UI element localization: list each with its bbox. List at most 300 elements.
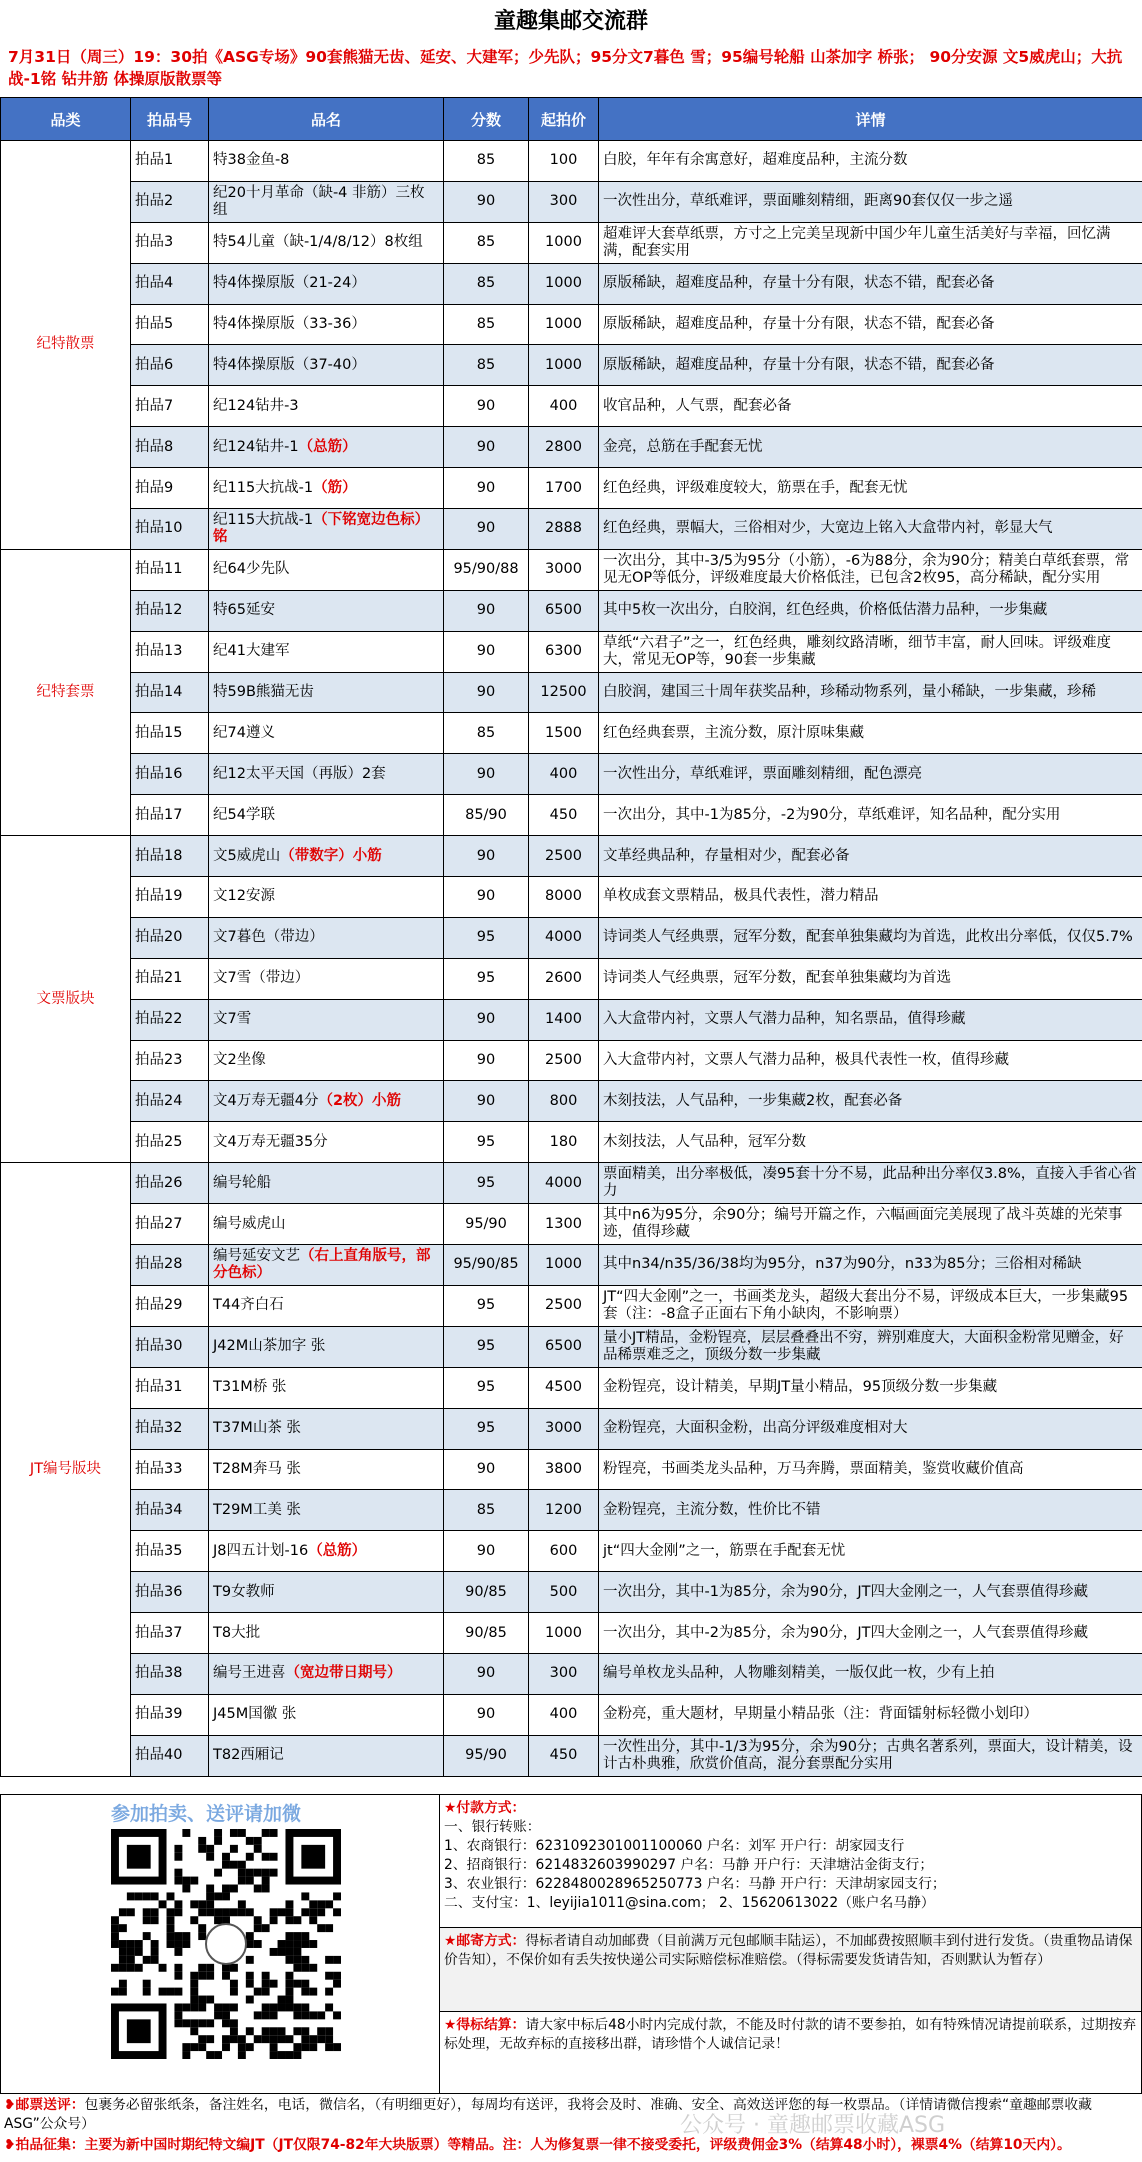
lot-score-cell: 95	[444, 1367, 529, 1408]
category-cell: 文票版块	[1, 836, 131, 1163]
lot-price-cell: 1300	[529, 1204, 599, 1245]
lot-name-cell	[209, 1367, 444, 1408]
mailing-block	[440, 1927, 1141, 2011]
lot-name-cell	[209, 141, 444, 182]
lot-detail-cell: 文革经典品种，存量相对少，配套必备	[599, 836, 1142, 877]
lot-detail-cell: 金粉亮，重大题材，早期量小精品张（注：背面镭射标轻微小划印）	[599, 1694, 1142, 1735]
lot-name-cell	[209, 1163, 444, 1204]
footer-lot-collection	[0, 2134, 1142, 2162]
lot-price-cell: 800	[529, 1081, 599, 1122]
table-row	[1, 836, 1142, 877]
lot-price-cell: 300	[529, 1653, 599, 1694]
lot-score-cell: 90	[444, 877, 529, 918]
lot-detail-cell: 其中n34/n35/36/38均为95分，n37为90分，n33为85分；三俗相对稀缺	[599, 1245, 1142, 1286]
lot-price-cell: 3800	[529, 1449, 599, 1490]
send-label: ❥邮票送评：	[4, 2097, 85, 2113]
lot-price-cell: 1400	[529, 999, 599, 1040]
lot-number-cell: 拍品15	[131, 713, 209, 754]
lot-name-cell	[209, 877, 444, 918]
lot-name-cell	[209, 509, 444, 550]
col-header-score: 分数	[444, 98, 529, 141]
lot-name-cell	[209, 1572, 444, 1613]
lot-price-cell: 300	[529, 181, 599, 222]
table-row	[1, 263, 1142, 304]
lot-price-cell: 100	[529, 141, 599, 182]
lot-price-cell: 400	[529, 754, 599, 795]
lot-name: 文7雪	[213, 1011, 252, 1028]
lot-detail-cell: 金粉锃亮，大面积金粉，出高分评级难度相对大	[599, 1408, 1142, 1449]
lot-price-cell: 2500	[529, 1040, 599, 1081]
lot-number-cell: 拍品3	[131, 222, 209, 263]
lot-name-note: （带数字）小筋	[280, 847, 382, 864]
lot-name: T82西厢记	[213, 1747, 284, 1764]
lot-score-cell: 85	[444, 141, 529, 182]
lot-name: 文12安源	[213, 888, 275, 905]
table-row	[1, 1245, 1142, 1286]
lot-price-cell: 450	[529, 795, 599, 836]
lot-name-cell	[209, 1326, 444, 1367]
lot-name: J45M国徽 张	[213, 1706, 297, 1723]
lot-number-cell: 拍品30	[131, 1326, 209, 1367]
col-header-detail: 详情	[599, 98, 1142, 141]
payment-line: 二、支付宝：1、leyijia1011@sina.com； 2、15620613022（账户名马静）	[444, 1895, 935, 1911]
lot-detail-cell: 编号单枚龙头品种，人物雕刻精美，一版仅此一枚，少有上拍	[599, 1653, 1142, 1694]
table-row	[1, 1694, 1142, 1735]
lot-detail-cell: 一次出分，其中-1为85分，-2为90分，草纸难评，知名品种，配分实用	[599, 795, 1142, 836]
footer-send-evaluation	[0, 2094, 1142, 2134]
col-header-price: 起拍价	[529, 98, 599, 141]
lot-detail-cell: 红色经典，评级难度较大，筋票在手，配套无忧	[599, 468, 1142, 509]
lot-name-cell	[209, 1735, 444, 1776]
lot-score-cell: 90	[444, 1081, 529, 1122]
lot-name-note: （下铭宽边色标）铭	[213, 511, 430, 545]
lot-name-cell	[209, 222, 444, 263]
lot-name: T37M山茶 张	[213, 1420, 301, 1437]
lot-detail-cell: 红色经典套票，主流分数，原汁原味集藏	[599, 713, 1142, 754]
table-row	[1, 1285, 1142, 1326]
lot-number-cell: 拍品2	[131, 181, 209, 222]
lot-price-cell: 1700	[529, 468, 599, 509]
lot-detail-cell: 金粉锃亮，主流分数，性价比不错	[599, 1490, 1142, 1531]
lot-detail-cell: 其中n6为95分，余90分；编号开篇之作，六幅画面完美展现了战斗英雄的光荣事迹，值得珍藏	[599, 1204, 1142, 1245]
lot-name: 纪74遵义	[213, 724, 275, 741]
lot-name-cell	[209, 1490, 444, 1531]
payment-line: 2、招商银行：6214832603990297 户名：马静 开户行：天津塘沽金街支行；	[444, 1857, 934, 1873]
lot-score-cell: 85	[444, 1490, 529, 1531]
lot-name: 纪124钻井-1	[213, 438, 299, 455]
lot-detail-cell: JT“四大金刚”之一，书画类龙头，超级大套出分不易，评级成本巨大，一步集藏95套（注：-8盒子正面右下角小缺肉，不影响票）	[599, 1285, 1142, 1326]
table-row	[1, 386, 1142, 427]
table-row	[1, 1490, 1142, 1531]
lot-detail-cell: 草纸“六君子”之一，红色经典，雕刻纹路清晰，细节丰富，耐人回味。评级难度大，常见无OP等，90套一步集藏	[599, 631, 1142, 672]
table-row	[1, 713, 1142, 754]
lot-name: 文7雪（带边）	[213, 970, 310, 987]
lot-score-cell: 85	[444, 263, 529, 304]
lot-price-cell: 1500	[529, 713, 599, 754]
lot-name-cell	[209, 958, 444, 999]
table-row	[1, 1163, 1142, 1204]
lot-name: 纪54学联	[213, 806, 275, 823]
table-row	[1, 999, 1142, 1040]
lot-price-cell: 2500	[529, 1285, 599, 1326]
lot-name-cell	[209, 836, 444, 877]
lot-name-cell	[209, 1449, 444, 1490]
lot-number-cell: 拍品31	[131, 1367, 209, 1408]
lot-number-cell: 拍品37	[131, 1613, 209, 1654]
lot-detail-cell: 金亮，总筋在手配套无忧	[599, 427, 1142, 468]
mailing-text: 得标者请自动加邮费（目前满万元包邮顺丰陆运），不加邮费按照顺丰到付进行发货。（贵重物品请保价告知），不保价如有丢失按快递公司实际赔偿标准赔偿。（得标需要发货请告知，否则默认为暂存）	[444, 1933, 1133, 1968]
lot-price-cell: 4000	[529, 1163, 599, 1204]
lot-name-cell	[209, 590, 444, 631]
col-header-lot-no: 拍品号	[131, 98, 209, 141]
category-cell: 纪特散票	[1, 141, 131, 550]
wechat-qr-code-icon	[111, 1829, 341, 2059]
lot-name-note: （右上直角版号，部分色标）	[213, 1247, 431, 1281]
lot-name: J8四五计划-16	[213, 1542, 309, 1559]
lot-name-cell	[209, 917, 444, 958]
watermark: 公众号 · 童趣邮票收藏ASG	[680, 2113, 946, 2138]
lot-name-cell	[209, 468, 444, 509]
lot-score-cell: 90	[444, 427, 529, 468]
lot-number-cell: 拍品6	[131, 345, 209, 386]
lot-score-cell: 85	[444, 345, 529, 386]
lot-score-cell: 90/85	[444, 1613, 529, 1654]
collect-label: ❥拍品征集：	[4, 2137, 85, 2153]
lot-detail-cell: 诗词类人气经典票，冠军分数，配套单独集藏均为首选	[599, 958, 1142, 999]
payment-label: ★付款方式：	[444, 1800, 526, 1816]
lot-name: T8大批	[213, 1624, 261, 1641]
lot-price-cell: 400	[529, 386, 599, 427]
lot-price-cell: 3000	[529, 549, 599, 590]
lot-number-cell: 拍品21	[131, 958, 209, 999]
lot-number-cell: 拍品24	[131, 1081, 209, 1122]
lot-detail-cell: 白胶润，建国三十周年获奖品种，珍稀动物系列，量小稀缺，一步集藏，珍稀	[599, 672, 1142, 713]
lot-detail-cell: 单枚成套文票精品，极具代表性，潜力精品	[599, 877, 1142, 918]
lot-detail-cell: 粉锃亮，书画类龙头品种，万马奔腾，票面精美，鉴赏收藏价值高	[599, 1449, 1142, 1490]
lot-name-cell	[209, 1081, 444, 1122]
lot-name: T29M工美 张	[213, 1501, 301, 1518]
lot-price-cell: 2500	[529, 836, 599, 877]
lot-score-cell: 95	[444, 958, 529, 999]
lot-name-cell	[209, 1653, 444, 1694]
lot-score-cell: 90	[444, 1694, 529, 1735]
lot-price-cell: 6300	[529, 631, 599, 672]
lot-name: 特54儿童（缺-1/4/8/12）8枚组	[213, 234, 423, 251]
lot-number-cell: 拍品8	[131, 427, 209, 468]
page-title: 童趣集邮交流群	[493, 9, 648, 34]
lot-name: 纪64少先队	[213, 561, 290, 578]
table-row	[1, 1449, 1142, 1490]
lot-name-cell	[209, 631, 444, 672]
lot-name-cell	[209, 345, 444, 386]
lot-name: 特4体操原版（33-36）	[213, 316, 366, 332]
table-row	[1, 549, 1142, 590]
lot-score-cell: 95	[444, 1122, 529, 1163]
lot-score-cell: 95/90/88	[444, 549, 529, 590]
lot-name: T28M奔马 张	[213, 1460, 301, 1477]
lot-number-cell: 拍品11	[131, 549, 209, 590]
table-row	[1, 754, 1142, 795]
category-cell: 纪特套票	[1, 549, 131, 835]
lot-number-cell: 拍品39	[131, 1694, 209, 1735]
lot-score-cell: 85	[444, 222, 529, 263]
lot-number-cell: 拍品14	[131, 672, 209, 713]
lot-name-cell	[209, 1613, 444, 1654]
lot-score-cell: 90	[444, 386, 529, 427]
lot-number-cell: 拍品40	[131, 1735, 209, 1776]
lot-number-cell: 拍品36	[131, 1572, 209, 1613]
lot-price-cell: 1000	[529, 1613, 599, 1654]
lot-name-cell	[209, 1408, 444, 1449]
qr-panel	[0, 1794, 440, 2094]
lot-detail-cell: 金粉锃亮，设计精美，早期JT量小精品，95顶级分数一步集藏	[599, 1367, 1142, 1408]
table-row	[1, 1735, 1142, 1776]
lot-score-cell: 90/85	[444, 1572, 529, 1613]
lot-price-cell: 8000	[529, 877, 599, 918]
table-row	[1, 1326, 1142, 1367]
lot-name-cell	[209, 1040, 444, 1081]
lot-name: 文5威虎山	[213, 847, 281, 864]
lot-price-cell: 6500	[529, 590, 599, 631]
lot-name-note: （总筋）	[298, 438, 357, 455]
lot-score-cell: 90	[444, 672, 529, 713]
lot-price-cell: 1200	[529, 1490, 599, 1531]
lot-price-cell: 500	[529, 1572, 599, 1613]
lot-number-cell: 拍品27	[131, 1204, 209, 1245]
lot-number-cell: 拍品29	[131, 1285, 209, 1326]
lot-detail-cell: 红色经典，票幅大，三俗相对少，大宽边上铭入大盒带内衬，彰显大气	[599, 509, 1142, 550]
lot-score-cell: 90	[444, 590, 529, 631]
lot-price-cell: 12500	[529, 672, 599, 713]
table-row	[1, 181, 1142, 222]
payment-block	[440, 1795, 1141, 1927]
lot-price-cell: 400	[529, 1694, 599, 1735]
lot-number-cell: 拍品26	[131, 1163, 209, 1204]
lot-price-cell: 180	[529, 1122, 599, 1163]
table-row	[1, 1204, 1142, 1245]
lot-score-cell: 90	[444, 468, 529, 509]
lot-detail-cell: 超难评大套草纸票，方寸之上完美呈现新中国少年儿童生活美好与幸福，回忆满满，配套实用	[599, 222, 1142, 263]
payment-line: 3、农业银行：6228480028965250773 户名：马静 开户行：天津胡家园支行；	[444, 1876, 946, 1892]
table-row	[1, 1408, 1142, 1449]
lot-number-cell: 拍品16	[131, 754, 209, 795]
send-text: 包裹务必留张纸条，备注姓名，电话，微信名，（有明细更好），每周均有送评，我将会及时、准确、安全、高效送评您的每一枚票品。（详情请微信搜索“童趣邮票收藏ASG”公众号）	[4, 2097, 1092, 2132]
lot-name-cell	[209, 1122, 444, 1163]
lot-detail-cell: 原版稀缺，超难度品种，存量十分有限，状态不错，配套必备	[599, 345, 1142, 386]
lot-price-cell: 2800	[529, 427, 599, 468]
lot-price-cell: 1000	[529, 1245, 599, 1286]
lot-name-cell	[209, 304, 444, 345]
col-header-name: 品名	[209, 98, 444, 141]
lot-detail-cell: 入大盒带内衬，文票人气潜力品种，极具代表性一枚，值得珍藏	[599, 1040, 1142, 1081]
lot-name-note: （宽边带日期号）	[285, 1665, 402, 1682]
lot-name: 特4体操原版（37-40）	[213, 356, 366, 373]
lot-detail-cell: 一次性出分，草纸难评，票面雕刻精细，配色漂亮	[599, 754, 1142, 795]
table-row	[1, 345, 1142, 386]
settlement-label: ★得标结算：	[444, 2017, 526, 2033]
table-row	[1, 1040, 1142, 1081]
lot-name-cell	[209, 795, 444, 836]
payment-info-panel	[440, 1794, 1142, 2094]
table-row	[1, 222, 1142, 263]
lot-number-cell: 拍品20	[131, 917, 209, 958]
lot-price-cell: 3000	[529, 1408, 599, 1449]
lot-number-cell: 拍品25	[131, 1122, 209, 1163]
lot-number-cell: 拍品35	[131, 1531, 209, 1572]
lot-price-cell: 2600	[529, 958, 599, 999]
lot-price-cell: 1000	[529, 263, 599, 304]
lot-score-cell: 90	[444, 181, 529, 222]
lot-name-cell	[209, 1694, 444, 1735]
table-row	[1, 1081, 1142, 1122]
lot-name: T9女教师	[213, 1583, 275, 1600]
lot-name-note: （2枚）小筋	[318, 1092, 402, 1109]
lot-name: 编号威虎山	[213, 1215, 286, 1232]
lot-score-cell: 90	[444, 836, 529, 877]
table-row	[1, 1367, 1142, 1408]
lot-score-cell: 95/90	[444, 1204, 529, 1245]
table-row	[1, 1122, 1142, 1163]
lot-number-cell: 拍品32	[131, 1408, 209, 1449]
lot-number-cell: 拍品23	[131, 1040, 209, 1081]
payment-line: 一、银行转账：	[444, 1819, 541, 1835]
lots-table	[0, 97, 1142, 1777]
lot-score-cell: 90	[444, 509, 529, 550]
table-row	[1, 590, 1142, 631]
table-row	[1, 917, 1142, 958]
lot-detail-cell: 木刻技法，人气品种，冠军分数	[599, 1122, 1142, 1163]
lot-name-cell	[209, 549, 444, 590]
lot-price-cell: 1000	[529, 345, 599, 386]
lot-detail-cell: 票面精美，出分率极低，凑95套十分不易，此品种出分率仅3.8%，直接入手省心省力	[599, 1163, 1142, 1204]
lot-score-cell: 95	[444, 917, 529, 958]
lot-name: 纪124钻井-3	[213, 397, 299, 414]
lot-detail-cell: 原版稀缺，超难度品种，存量十分有限，状态不错，配套必备	[599, 304, 1142, 345]
lot-name: 特65延安	[213, 602, 275, 619]
lot-score-cell: 95/90/85	[444, 1245, 529, 1286]
lot-name-cell	[209, 263, 444, 304]
lot-number-cell: 拍品33	[131, 1449, 209, 1490]
lot-name-note: （总筋）	[308, 1542, 367, 1559]
collect-text: 主要为新中国时期纪特文编JT（JT仅限74-82年大块版票）等精品。注：人为修复票一律不接受委托，评级费佣金3%（结算48小时），裸票4%（结算10天内）。	[84, 2137, 1071, 2153]
lot-name: 纪12太平天国（再版）2套	[213, 765, 386, 782]
lot-name: 特59B熊猫无齿	[213, 684, 314, 701]
lot-score-cell: 90	[444, 631, 529, 672]
lot-number-cell: 拍品7	[131, 386, 209, 427]
table-row	[1, 877, 1142, 918]
lot-name-cell	[209, 181, 444, 222]
lot-score-cell: 85/90	[444, 795, 529, 836]
lot-name: 纪20十月革命（缺-4 非筋）三枚组	[213, 184, 425, 218]
lot-name: 纪115大抗战-1	[213, 511, 314, 528]
lot-number-cell: 拍品10	[131, 509, 209, 550]
lot-detail-cell: 一次出分，其中-2为85分，余为90分，JT四大金刚之一，人气套票值得珍藏	[599, 1613, 1142, 1654]
lot-name: 文4万寿无疆4分	[213, 1092, 319, 1109]
lot-name: 特38金鱼-8	[213, 152, 290, 169]
lot-score-cell: 90	[444, 999, 529, 1040]
lot-number-cell: 拍品28	[131, 1245, 209, 1286]
lot-score-cell: 95/90	[444, 1735, 529, 1776]
lot-name: 纪115大抗战-1	[213, 479, 314, 496]
table-row	[1, 958, 1142, 999]
lot-score-cell: 90	[444, 1040, 529, 1081]
lot-score-cell: 90	[444, 754, 529, 795]
lot-detail-cell: 原版稀缺，超难度品种，存量十分有限，状态不错，配套必备	[599, 263, 1142, 304]
lot-number-cell: 拍品34	[131, 1490, 209, 1531]
table-row	[1, 427, 1142, 468]
lot-name-cell	[209, 1531, 444, 1572]
lot-detail-cell: 一次出分，其中-3/5为95分（小筋），-6为88分，余为90分；精美白草纸套票，常见无OP等低分，评级难度最大价格低洼，已包含2枚95，高分稀缺，配分实用	[599, 549, 1142, 590]
qr-caption: 参加拍卖、送评请加微	[111, 1803, 302, 1825]
lot-number-cell: 拍品5	[131, 304, 209, 345]
lot-name: T44齐白石	[213, 1297, 284, 1314]
table-row	[1, 672, 1142, 713]
lot-number-cell: 拍品13	[131, 631, 209, 672]
table-row	[1, 1531, 1142, 1572]
table-row	[1, 509, 1142, 550]
table-row	[1, 1613, 1142, 1654]
lot-price-cell: 600	[529, 1531, 599, 1572]
table-row	[1, 304, 1142, 345]
lot-detail-cell: 白胶，年年有余寓意好，超难度品种，主流分数	[599, 141, 1142, 182]
lot-name-cell	[209, 1285, 444, 1326]
lot-score-cell: 85	[444, 304, 529, 345]
lot-score-cell: 90	[444, 1449, 529, 1490]
lot-number-cell: 拍品9	[131, 468, 209, 509]
mailing-label: ★邮寄方式：	[444, 1933, 526, 1949]
lot-name: 编号王进喜	[213, 1665, 286, 1682]
info-section	[0, 1794, 1142, 2094]
lot-price-cell: 6500	[529, 1326, 599, 1367]
lot-name: 编号轮船	[213, 1174, 271, 1191]
lot-name-cell	[209, 427, 444, 468]
lot-name: 编号延安文艺	[213, 1247, 300, 1264]
lot-name-cell	[209, 999, 444, 1040]
lot-number-cell: 拍品17	[131, 795, 209, 836]
lot-number-cell: 拍品38	[131, 1653, 209, 1694]
lot-detail-cell: 一次性出分，其中-1/3为95分，余为90分；古典名著系列，票面大，设计精美，设计古朴典雅，欣赏价值高，混分套票配分实用	[599, 1735, 1142, 1776]
lot-price-cell: 2888	[529, 509, 599, 550]
table-row	[1, 1572, 1142, 1613]
lot-price-cell: 1000	[529, 222, 599, 263]
payment-line: 1、农商银行：6231092301001100060 户名：刘军 开户行：胡家园支行	[444, 1838, 905, 1854]
lot-detail-cell: 木刻技法，人气品种，一步集藏2枚，配套必备	[599, 1081, 1142, 1122]
lot-price-cell: 4500	[529, 1367, 599, 1408]
lot-score-cell: 95	[444, 1163, 529, 1204]
lot-price-cell: 4000	[529, 917, 599, 958]
lot-name: 纪41大建军	[213, 643, 290, 660]
lot-name-cell	[209, 1204, 444, 1245]
lot-name-note: （筋）	[313, 479, 357, 496]
settlement-text: 请大家中标后48小时内完成付款，不能及时付款的请不要参拍，如有特殊情况请提前联系，过期按弃标处理，无故弃标的直接移出群，请珍惜个人诚信记录！	[444, 2017, 1137, 2052]
table-row	[1, 795, 1142, 836]
lot-detail-cell: 入大盒带内衬，文票人气潜力品种，知名票品，值得珍藏	[599, 999, 1142, 1040]
lot-number-cell: 拍品22	[131, 999, 209, 1040]
lot-name: J42M山茶加字 张	[213, 1338, 326, 1355]
category-cell: JT编号版块	[1, 1163, 131, 1776]
table-row	[1, 1653, 1142, 1694]
lot-detail-cell: jt“四大金刚”之一，筋票在手配套无忧	[599, 1531, 1142, 1572]
lot-number-cell: 拍品1	[131, 141, 209, 182]
table-row	[1, 468, 1142, 509]
lot-detail-cell: 一次性出分，草纸难评，票面雕刻精细，距离90套仅仅一步之遥	[599, 181, 1142, 222]
lot-name: T31M桥 张	[213, 1379, 287, 1396]
lot-score-cell: 85	[444, 713, 529, 754]
table-header-row	[1, 98, 1142, 141]
lot-number-cell: 拍品19	[131, 877, 209, 918]
lot-name: 文4万寿无疆35分	[213, 1133, 328, 1150]
lot-number-cell: 拍品4	[131, 263, 209, 304]
